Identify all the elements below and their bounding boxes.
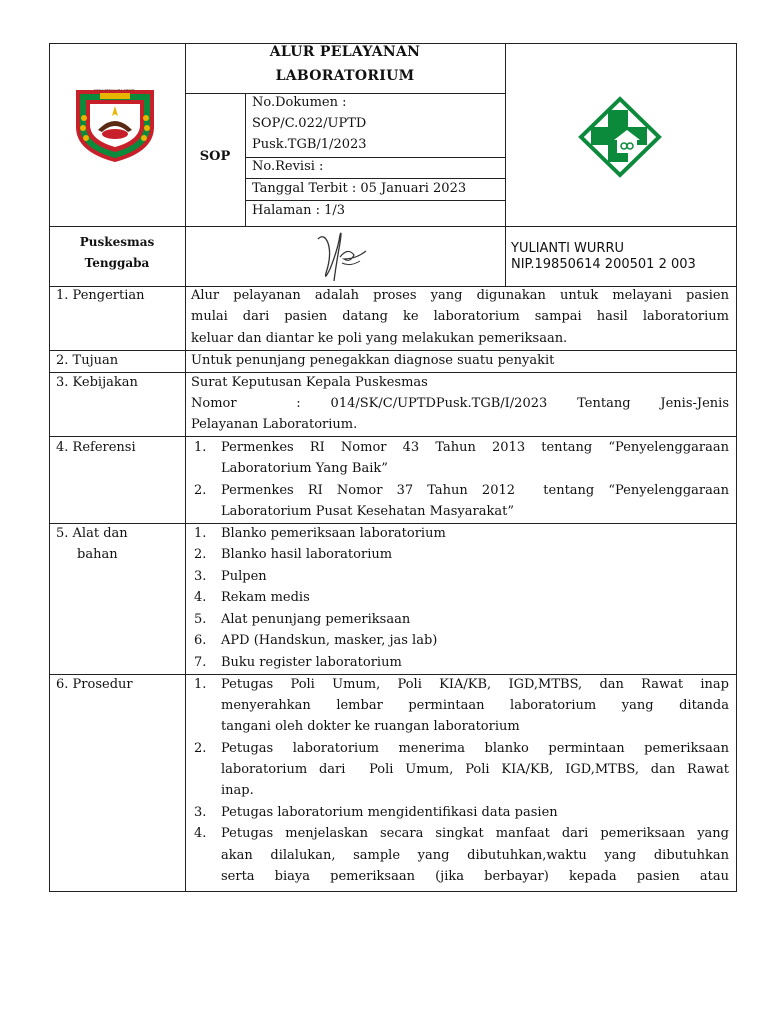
emblem-banner-text: NUSA TENGGARA TIMUR [94,88,135,92]
list-item-number: 4. [194,590,207,605]
pengertian-text-line3: keluar dan diantar ke poli yang melakukan pemeriksaan. [191,331,568,346]
list-item-number: 7. [194,655,207,670]
page-title-line2: LABORATORIUM [275,68,415,84]
section-label-tujuan: 2. Tujuan [56,353,119,368]
document-number-label: No.Dokumen : [252,95,347,110]
list-item: serta biaya pemeriksaan (jika berbayar) kepada pasien atau [221,869,729,884]
section-label-alat-line2: bahan [77,547,118,562]
issue-date: Tanggal Terbit : 05 Januari 2023 [252,181,467,196]
puskesmas-logo [578,96,662,178]
list-item: Pulpen [221,569,267,584]
signatory-name: YULIANTI WURRU [511,241,625,256]
section-label-referensi: 4. Referensi [56,440,136,455]
list-item-number: 4. [194,826,207,841]
list-item: Blanko pemeriksaan laboratorium [221,526,446,541]
list-item: Alat penunjang pemeriksaan [221,612,411,627]
list-item-number: 2. [194,483,207,498]
list-item-number: 3. [194,805,207,820]
page-number: Halaman : 1/3 [252,203,346,218]
list-item: Buku register laboratorium [221,655,402,670]
document-number-line3: Pusk.TGB/1/2023 [252,137,367,152]
document-number-line2: SOP/C.022/UPTD [252,116,367,131]
list-item: tangani oleh dokter ke ruangan laboratorium [221,719,520,734]
section-label-kebijakan: 3. Kebijakan [56,375,138,390]
revision-number: No.Revisi : [252,159,324,174]
signature-image [310,229,380,285]
list-item: Permenkes RI Nomor 43 Tahun 2013 tentang “Penyelenggaraan [221,440,729,455]
list-item-number: 3. [194,569,207,584]
list-item: menyerahkan lembar permintaan laboratorium yang ditanda [221,698,729,713]
list-item: Rekam medis [221,590,310,605]
list-item: akan dilalukan, sample yang dibutuhkan,waktu yang dibutuhkan [221,848,729,863]
list-item: APD (Handskun, masker, jas lab) [221,633,438,648]
section-label-prosedur: 6. Prosedur [56,677,133,692]
page-title: ALUR PELAYANAN [269,44,421,60]
organization-name: Puskesmas [79,235,155,249]
regional-emblem-logo [70,82,160,162]
list-item: Petugas menjelaskan secara singkat manfaat dari pemeriksaan yang [221,826,729,841]
list-item: inap. [221,783,254,798]
list-item-number: 1. [194,677,207,692]
list-item-number: 6. [194,633,207,648]
list-item: Petugas laboratorium mengidentifikasi data pasien [221,805,558,820]
list-item-number: 1. [194,526,207,541]
list-item: Petugas Poli Umum, Poli KIA/KB, IGD,MTBS, dan Rawat inap [221,677,729,692]
list-item-number: 5. [194,612,207,627]
tujuan-text: Untuk penunjang penegakkan diagnose suatu penyakit [191,353,555,368]
kebijakan-text-line1: Surat Keputusan Kepala Puskesmas [191,375,428,390]
list-item: Laboratorium Pusat Kesehatan Masyarakat” [221,504,514,519]
list-item: Blanko hasil laboratorium [221,547,393,562]
list-item: laboratorium dari Poli Umum, Poli KIA/KB, IGD,MTBS, dan Rawat [221,762,729,777]
section-label-pengertian: 1. Pengertian [56,288,145,303]
list-item: Permenkes RI Nomor 37 Tahun 2012 tentang “Penyelenggaraan [221,483,729,498]
kebijakan-text-line2: Nomor : 014/SK/C/UPTDPusk.TGB/I/2023 Tentang Jenis-Jenis [191,396,729,411]
list-item: Laboratorium Yang Baik” [221,461,388,476]
organization-name-line2: Tenggaba [84,256,150,270]
pengertian-text-line2: mulai dari pasien datang ke laboratorium sampai hasil laboratorium [191,309,729,324]
signatory-nip: NIP.19850614 200501 2 003 [511,257,696,272]
list-item-number: 2. [194,741,207,756]
list-item-number: 2. [194,547,207,562]
list-item-number: 1. [194,440,207,455]
sop-label: SOP [199,149,231,164]
list-item: Petugas laboratorium menerima blanko permintaan pemeriksaan [221,741,729,756]
kebijakan-text-line3: Pelayanan Laboratorium. [191,417,358,432]
section-label-alat: 5. Alat dan [56,526,128,541]
pengertian-text-line1: Alur pelayanan adalah proses yang digunakan untuk melayani pasien [191,288,729,303]
